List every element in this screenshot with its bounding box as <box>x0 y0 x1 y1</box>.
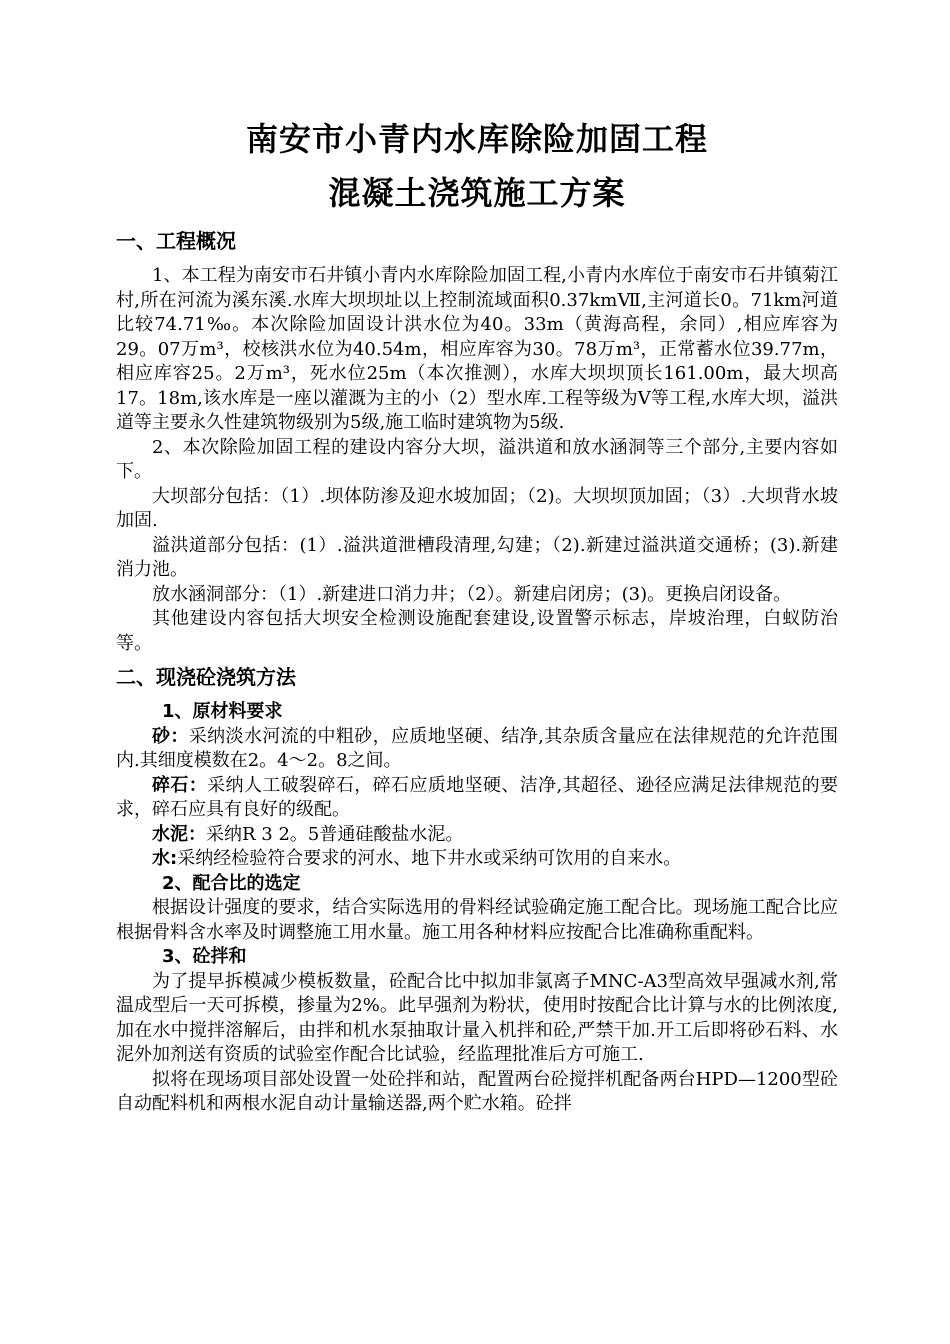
section-1-paragraph-6: 其他建设内容包括大坝安全检测设施配套建设,设置警示标志，岸坡治理，白蚁防治等。 <box>116 608 838 654</box>
cement-paragraph <box>116 823 838 848</box>
section-2-heading: 二、现浇砼浇筑方法 <box>116 665 296 689</box>
section-1-paragraph-1: 1、本工程为南安市石井镇小青内水库除险加固工程,小青内水库位于南安市石井镇菊江村,所在河流为溪东溪.水库大坝坝址以上控制流域面积0.37kmⅦ,主河道长0。71km河道比较74.71‰。本次除险加固设计洪水位为40。33m（黄海高程，余同）,相应库容为29。07万m³，校核洪水位为40.54m，相应库容为30。78万m³，正常蓄水位39.77m，相应库容25。2万m³，死水位25m（本次推测），水库大坝坝顶长161.00m，最大坝高17。18m,该水库是一座以灌溉为主的小（2）型水库.工程等级为Ⅴ等工程,水库大坝，溢洪道等主要永久性建筑物级别为5级,施工临时建筑物为5级. <box>116 265 838 433</box>
section-1-paragraph-3: 大坝部分包括：（1）.坝体防渗及迎水坡加固；（2)。大坝坝顶加固；（3）.大坝背水坡加固. <box>116 485 838 531</box>
sand-text: 采纳淡水河流的中粗砂，应质地坚硬、结净,其杂质含量应在法律规范的允许范围内.其细度模数在2。4～2。8之间。 <box>116 725 839 771</box>
water-label: 水: <box>152 848 178 869</box>
section-1-paragraph-4: 溢洪道部分包括：(1）.溢洪道泄槽段清理,勾建；（2).新建过溢洪道交通桥；(3).新建消力池。 <box>116 534 838 580</box>
mixing-paragraph-2: 拟将在现场项目部处设置一处砼拌和站，配置两台砼搅拌机配备两台HPD—1200型砼自动配料机和两根水泥自动计量输送器,两个贮水箱。砼拌 <box>116 1068 838 1114</box>
section-1-paragraph-2: 2、本次除险加固工程的建设内容分大坝，溢洪道和放水涵洞等三个部分,主要内容如下。 <box>116 436 838 482</box>
document-page <box>116 112 838 1117</box>
gravel-text: 采纳人工破裂碎石，碎石应质地坚硬、洁净,其超径、逊径应满足法律规范的要求，碎石应具有良好的级配。 <box>116 774 839 820</box>
subsection-1-heading: 1、原材料要求 <box>162 701 283 722</box>
cement-label: 水泥： <box>152 823 206 845</box>
document-title-line-1: 南安市小青内水库除险加固工程 <box>245 120 708 158</box>
subsection-3-heading: 3、砼拌和 <box>162 946 247 967</box>
water-text: 采纳经检验符合要求的河水、地下井水或采纳可饮用的自来水。 <box>177 848 682 869</box>
sand-label: 砂： <box>152 725 189 747</box>
subsection-2-heading: 2、配合比的选定 <box>162 872 301 894</box>
section-1-heading: 一、工程概况 <box>116 229 236 253</box>
document-title-line-2: 混凝土浇筑施工方案 <box>328 174 626 212</box>
mixing-paragraph-1: 为了提早拆模减少模板数量，砼配合比中拟加非氯离子MNC-A3型高效早强减水剂,常温成型后一天可拆模，掺量为2%。此早强剂为粉状，使用时按配合比计算与水的比例浓度,加在水中搅拌溶解后，由拌和机水泵抽取计量入机拌和砼,严禁干加.开工后即将砂石料、水泥外加剂送有资质的试验室作配合比试验，经监理批准后方可施工. <box>116 970 838 1065</box>
cement-text: 采纳R 3 2。5普通硅酸盐水泥。 <box>206 823 464 845</box>
gravel-paragraph <box>116 774 838 823</box>
gravel-label: 碎石： <box>152 774 208 796</box>
section-1-paragraph-5: 放水涵洞部分：（1）.新建进口消力井；（2）。新建启闭房；(3)。更换启闭设备。 <box>152 583 792 605</box>
mix-ratio-paragraph: 根据设计强度的要求，结合实际选用的骨料经试验确定施工配合比。现场施工配合比应根据骨料含水率及时调整施工用水量。施工用各种材料应按配合比准确称重配料。 <box>116 897 838 943</box>
water-paragraph <box>116 847 838 872</box>
sand-paragraph <box>116 725 838 774</box>
